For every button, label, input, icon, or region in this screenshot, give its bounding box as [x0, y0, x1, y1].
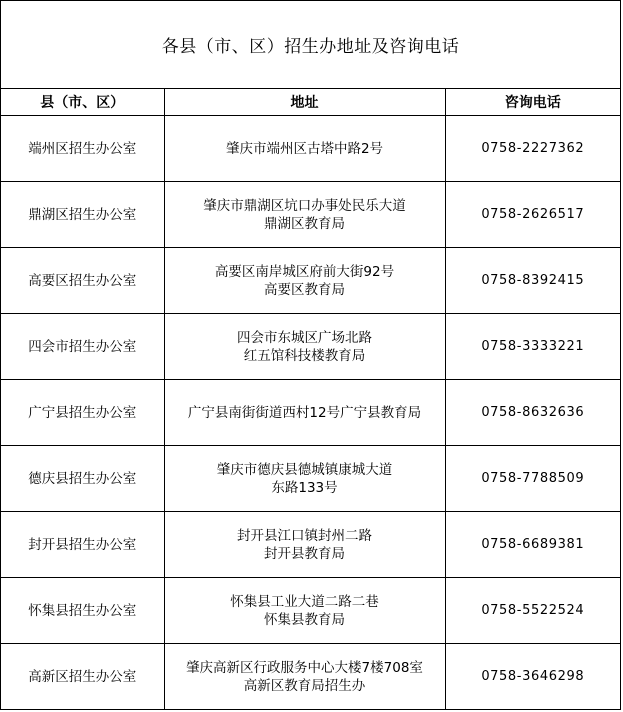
address-line: 封开县江口镇封州二路 [237, 527, 372, 544]
address-line: 肇庆市鼎湖区坑口办事处民乐大道 [203, 197, 406, 214]
office-address [164, 578, 445, 644]
header-row [1, 88, 620, 116]
address-line: 封开县教育局 [264, 545, 345, 562]
contact-table [1, 88, 620, 709]
office-name: 封开县招生办公室 [1, 512, 164, 578]
office-name: 鼎湖区招生办公室 [1, 182, 164, 248]
header-phone: 咨询电话 [445, 88, 620, 116]
table-row [1, 578, 620, 644]
office-address [164, 248, 445, 314]
office-address [164, 512, 445, 578]
office-address [164, 182, 445, 248]
address-line: 肇庆市德庆县德城镇康城大道 [216, 461, 393, 478]
office-phone: 0758-5522524 [445, 578, 620, 644]
address-line: 高新区教育局招生办 [243, 677, 366, 694]
office-name: 怀集县招生办公室 [1, 578, 164, 644]
address-line: 肇庆市端州区古塔中路2号 [225, 140, 384, 157]
address-line: 怀集县教育局 [264, 611, 345, 628]
office-address [164, 380, 445, 446]
address-line: 高要区南岸城区府前大街92号 [214, 263, 395, 280]
office-address [164, 314, 445, 380]
sheet-title: 各县（市、区）招生办地址及咨询电话 [1, 1, 620, 89]
office-phone: 0758-2227362 [445, 116, 620, 182]
office-address [164, 644, 445, 710]
office-name: 高新区招生办公室 [28, 668, 137, 685]
table-row [1, 380, 620, 446]
table-row [1, 314, 620, 380]
office-phone: 0758-3333221 [445, 314, 620, 380]
table-row [1, 446, 620, 512]
address-line: 肇庆高新区行政服务中心大楼7楼708室 [186, 659, 423, 676]
address-line: 东路133号 [271, 479, 338, 496]
header-address: 地址 [164, 88, 445, 116]
table-row [1, 512, 620, 578]
office-name: 端州区招生办公室 [1, 116, 164, 182]
office-phone: 0758-7788509 [445, 446, 620, 512]
office-name: 德庆县招生办公室 [1, 446, 164, 512]
address-line: 红五馆科技楼教育局 [243, 347, 366, 364]
office-phone: 0758-3646298 [445, 644, 620, 710]
office-name: 高要区招生办公室 [1, 248, 164, 314]
table-row [1, 182, 620, 248]
table-row [1, 248, 620, 314]
office-phone: 0758-8392415 [445, 248, 620, 314]
table-row [1, 116, 620, 182]
address-line: 鼎湖区教育局 [264, 215, 345, 232]
office-phone: 0758-2626517 [445, 182, 620, 248]
address-line: 四会市东城区广场北路 [237, 329, 372, 346]
office-phone: 0758-6689381 [445, 512, 620, 578]
office-name: 四会市招生办公室 [1, 314, 164, 380]
office-address [164, 116, 445, 182]
address-line: 广宁县南街街道西村12号广宁县教育局 [187, 404, 422, 421]
address-line: 高要区教育局 [264, 281, 345, 298]
header-county: 县（市、区） [1, 88, 164, 116]
office-address [164, 446, 445, 512]
office-phone: 0758-8632636 [445, 380, 620, 446]
office-name: 广宁县招生办公室 [1, 380, 164, 446]
address-line: 怀集县工业大道二路二巷 [230, 593, 379, 610]
table-row [1, 644, 620, 710]
